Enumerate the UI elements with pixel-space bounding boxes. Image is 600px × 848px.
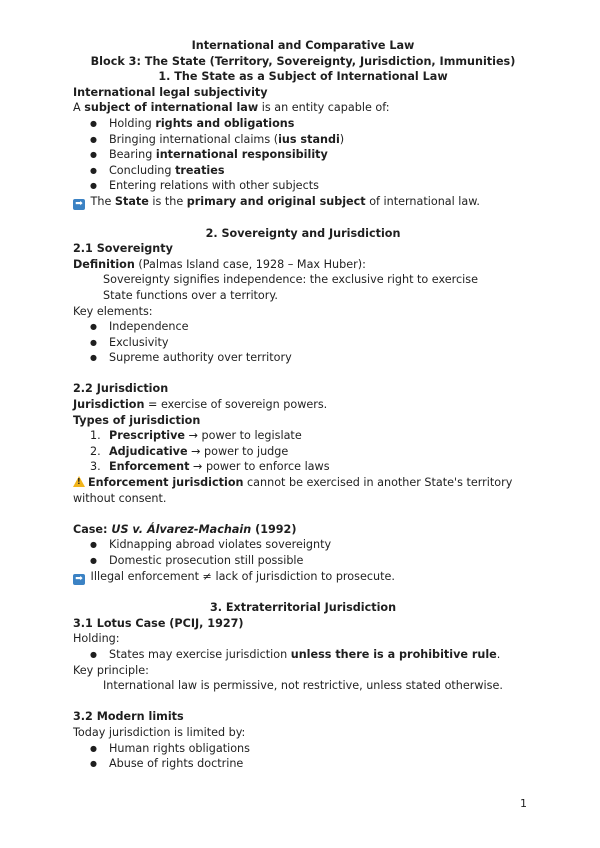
list-item: ● Holding rights and obligations <box>73 116 533 132</box>
limits-list <box>73 741 533 772</box>
sovereignty-quote-line-1: Sovereignty signifies independence: the exclusive right to exercise <box>103 273 478 287</box>
list-item: ● Entering relations with other subjects <box>73 178 533 194</box>
types-label: Types of jurisdiction <box>73 413 201 427</box>
case-points-list <box>73 537 533 568</box>
enforcement-warning-cont: without consent. <box>73 491 167 505</box>
jurisdiction-definition: Jurisdiction = exercise of sovereign powers. <box>73 398 328 412</box>
arrow-right-icon: ➡ <box>73 574 85 585</box>
enforcement-warning: !Enforcement jurisdiction cannot be exercised in another State's territory <box>73 475 533 491</box>
list-item: 3. Enforcement → power to enforce laws <box>90 460 330 474</box>
modern-limits-heading: 3.2 Modern limits <box>73 710 184 724</box>
list-item: 2. Adjudicative → power to judge <box>90 444 289 458</box>
lotus-heading: 3.1 Lotus Case (PCIJ, 1927) <box>73 616 244 630</box>
principle-label: Key principle: <box>73 663 149 677</box>
list-item: ● Domestic prosecution still possible <box>73 553 533 569</box>
list-item: 1. Prescriptive → power to legislate <box>90 429 302 443</box>
list-item: ● Bearing international responsibility <box>73 147 533 163</box>
list-item: ● States may exercise jurisdiction unless there is a prohibitive rule. <box>73 647 533 663</box>
list-item: ● Independence <box>73 319 533 335</box>
subject-capabilities-list <box>73 116 533 194</box>
block-title: Block 3: The State (Territory, Sovereignty, Jurisdiction, Immunities) <box>90 54 516 68</box>
list-item: ● Exclusivity <box>73 335 533 351</box>
list-item: ● Human rights obligations <box>73 741 533 757</box>
section-3-heading: 3. Extraterritorial Jurisdiction <box>209 601 397 615</box>
list-item: ● Bringing international claims (ius standi) <box>73 132 533 148</box>
section-1-conclusion: ➡ The State is the primary and original subject of international law. <box>73 194 533 210</box>
section-2-heading: 2. Sovereignty and Jurisdiction <box>205 226 401 240</box>
holding-label: Holding: <box>73 632 120 646</box>
jurisdiction-types-list <box>73 428 533 475</box>
list-item: ● Supreme authority over territory <box>73 350 533 366</box>
section-1-subheading: International legal subjectivity <box>73 85 268 99</box>
case-heading: Case: US v. Álvarez-Machain (1992) <box>73 522 297 536</box>
list-item: ● Abuse of rights doctrine <box>73 756 533 772</box>
jurisdiction-heading: 2.2 Jurisdiction <box>73 382 169 396</box>
holding-list <box>73 647 533 663</box>
page-number: 1 <box>520 797 527 810</box>
case-conclusion: ➡ Illegal enforcement ≠ lack of jurisdiction to prosecute. <box>73 569 533 585</box>
sovereignty-quote-line-2: State functions over a territory. <box>103 288 278 302</box>
key-elements-label: Key elements: <box>73 304 153 318</box>
principle-text: International law is permissive, not restrictive, unless stated otherwise. <box>103 679 503 693</box>
arrow-right-icon: ➡ <box>73 199 85 210</box>
sovereignty-heading: 2.1 Sovereignty <box>73 242 173 256</box>
sovereignty-definition: Definition (Palmas Island case, 1928 – Max Huber): <box>73 257 366 271</box>
section-1-heading: 1. The State as a Subject of International Law <box>158 70 448 84</box>
key-elements-list <box>73 319 533 366</box>
section-1-intro: A subject of international law is an entity capable of: <box>73 101 390 115</box>
limits-label: Today jurisdiction is limited by: <box>73 725 246 739</box>
list-item: ● Concluding treaties <box>73 163 533 179</box>
course-title: International and Comparative Law <box>191 39 415 52</box>
warning-icon <box>73 476 85 487</box>
document-page <box>73 38 533 772</box>
list-item: ● Kidnapping abroad violates sovereignty <box>73 537 533 553</box>
